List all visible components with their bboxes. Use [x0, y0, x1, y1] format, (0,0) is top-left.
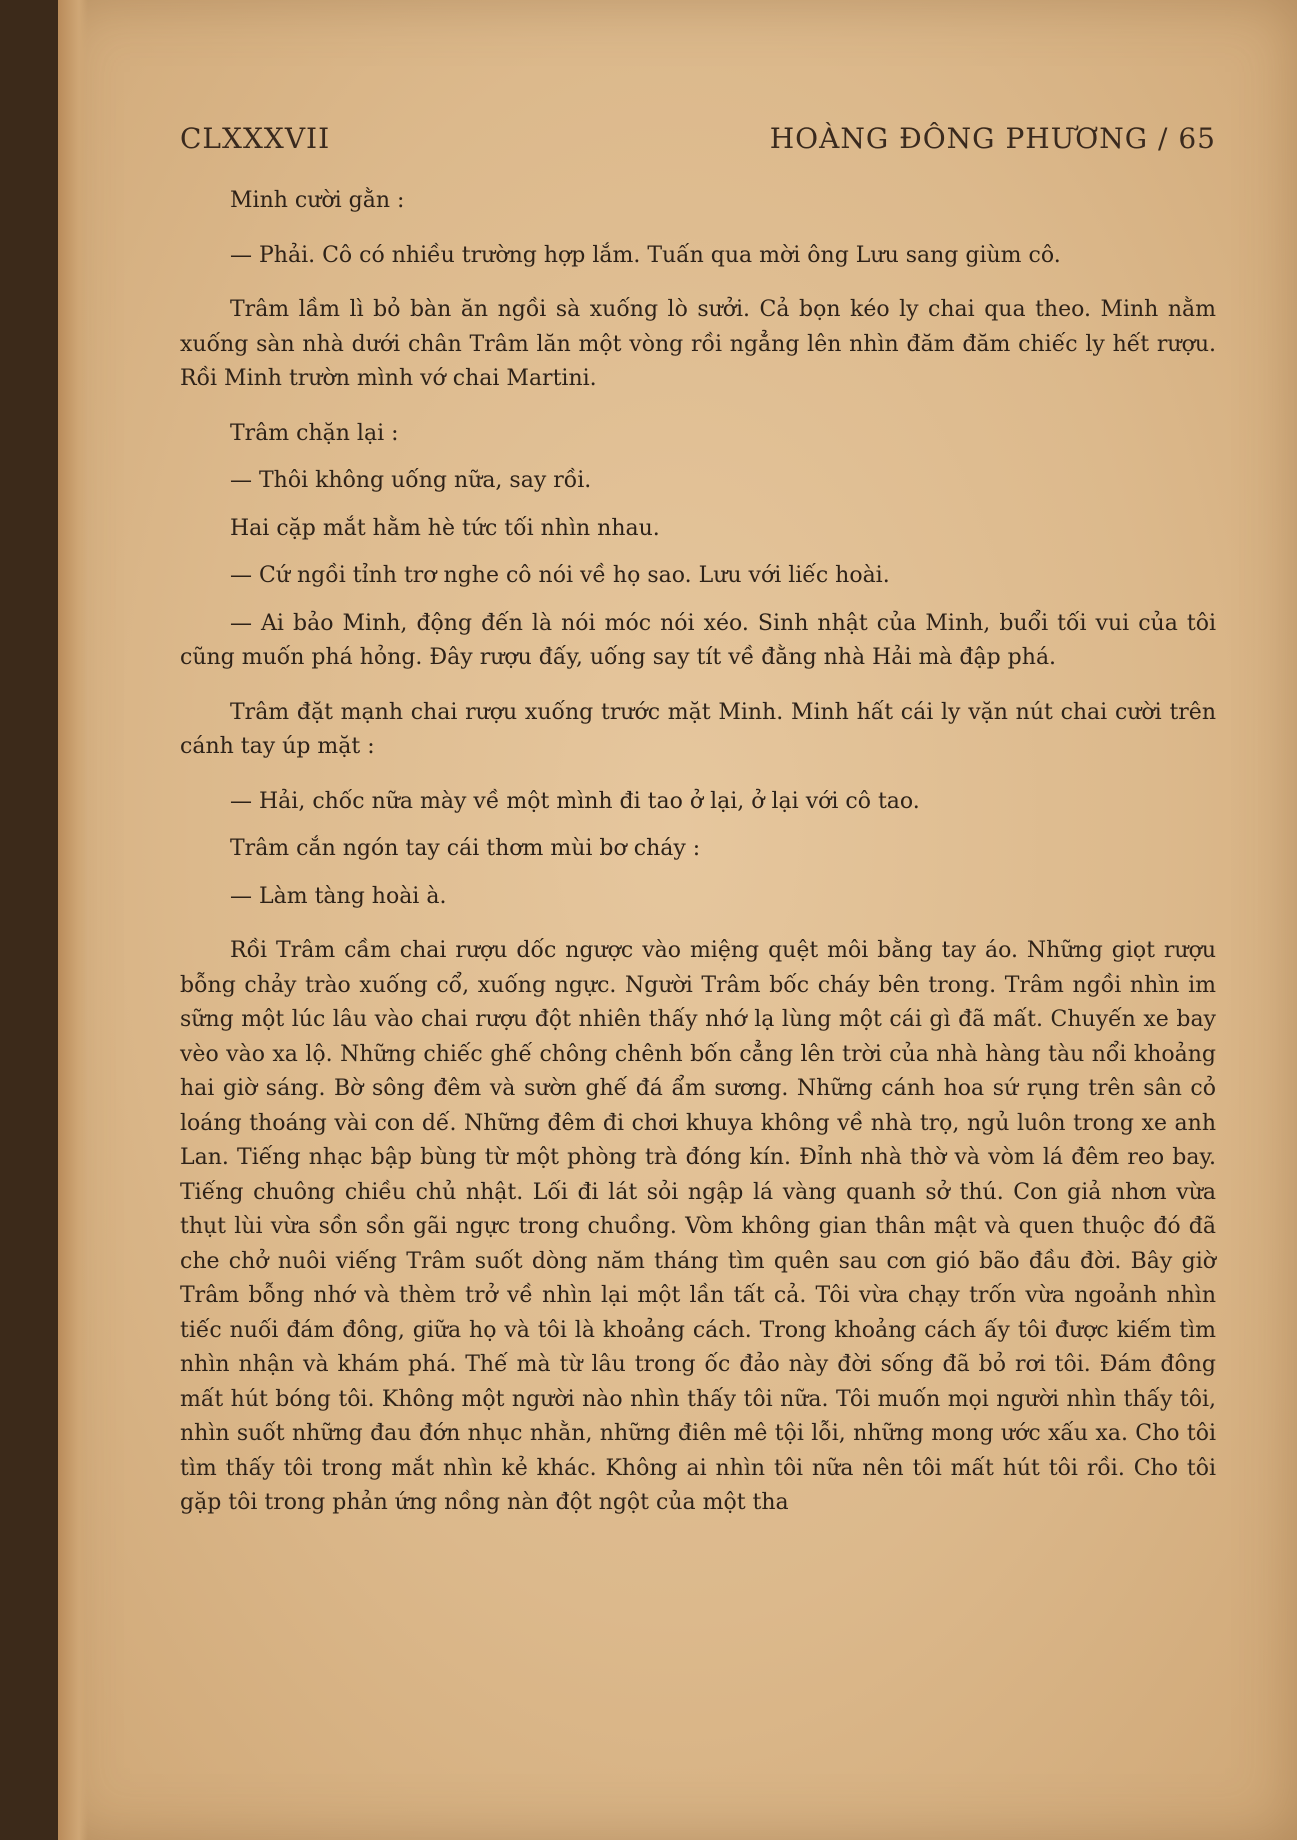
page-body [180, 184, 1216, 1521]
paragraph: — Cứ ngồi tỉnh trơ nghe cô nói về họ sao. Lưu với liếc hoài. [230, 563, 890, 588]
paragraph: Minh cười gằn : [230, 188, 405, 213]
paragraph: Trâm cắn ngón tay cái thơm mùi bơ cháy : [230, 836, 701, 861]
paragraph: Trâm đặt mạnh chai rượu xuống trước mặt Minh. Minh hất cái ly vặn nút chai cười trên cánh tay úp mặt : [180, 699, 1216, 759]
page-spine-shadow [58, 0, 88, 1840]
paragraph: — Làm tàng hoài à. [230, 883, 447, 909]
paragraph: Trâm lầm lì bỏ bàn ăn ngồi sà xuống lò sưởi. Cả bọn kéo ly chai qua theo. Minh nằm xuống sàn nhà dưới chân Trâm lăn một vòng rồi ngẳng lên nhìn đăm đăm chiếc ly hết rượu. Rồi Minh trườn mình vớ chai Martini. [180, 297, 1216, 391]
author-and-page-number: HOÀNG ĐÔNG PHƯƠNG / 65 [769, 122, 1216, 155]
paragraph: — Hải, chốc nữa mày về một mình đi tao ở lại, ở lại với cô tao. [230, 788, 920, 814]
paragraph: Hai cặp mắt hằm hè tức tối nhìn nhau. [230, 515, 660, 541]
book-page [58, 0, 1297, 1840]
paragraph: — Thôi không uống nữa, say rồi. [230, 468, 592, 493]
chapter-number: CLXXXVII [180, 122, 331, 155]
paragraph: Trâm chặn lại : [230, 420, 399, 446]
paragraph: Rồi Trâm cầm chai rượu dốc ngược vào miệng quệt môi bằng tay áo. Những giọt rượu bỗng chảy trào xuống cổ, xuống ngực. Người Trâm bốc cháy bên trong. Trâm ngồi nhìn im sững một lúc lâu vào chai rượu đột nhiên thấy nhớ lạ lùng một cái gì đã mất. Chuyến xe bay vèo vào xa lộ. Những chiếc ghế chông chênh bốn cẳng lên trời của nhà hàng tàu nổi khoảng hai giờ sáng. Bờ sông đêm và sườn ghế đá ẩm sương. Những cánh hoa sứ rụng trên sân cỏ loáng thoáng vài con dế. Những đêm đi chơi khuya không về nhà trọ, ngủ luôn trong xe anh Lan. Tiếng nhạc bập bùng từ một phòng trà đóng kín. Đỉnh nhà thờ và vòm lá đêm reo bay. Tiếng chuông chiều chủ nhật. Lối đi lát sỏi ngập lá vàng quanh sở thú. Con giả nhơn vừa thụt lùi vừa sồn sồn gãi ngực trong chuồng. Vòm không gian thân mật và quen thuộc đó đã che chở nuôi viếng Trâm suốt dòng năm tháng tìm quên sau cơn gió bão đầu đời. Bây giờ Trâm bỗng nhớ và thèm trở về nhìn lại một lần tất cả. Tôi vừa chạy trốn vừa ngoảnh nhìn tiếc nuối đám đông, giữa họ và tôi là khoảng cách. Trong khoảng cách ấy tôi được kiếm tìm nhìn nhận và khám phá. Thế mà từ lâu trong ốc đảo này đời sống đã bỏ rơi tôi. Đám đông mất hút bóng tôi. Không một người nào nhìn thấy tôi nữa. Tôi muốn mọi người nhìn thấy tôi, nhìn suốt những đau đớn nhục nhằn, những điên mê tội lỗi, những mong ước xấu xa. Cho tôi tìm thấy tôi trong mắt nhìn kẻ khác. Không ai nhìn tôi nữa nên tôi mất hút tôi rồi. Cho tôi gặp tôi trong phản ứng nồng nàn đột ngột của một tha [180, 938, 1216, 1515]
paragraph: — Phải. Cô có nhiều trường hợp lắm. Tuấn qua mời ông Lưu sang giùm cô. [230, 242, 1061, 268]
paragraph: — Ai bảo Minh, động đến là nói móc nói xéo. Sinh nhật của Minh, buổi tối vui của tôi cũng muốn phá hỏng. Đây rượu đấy, uống say tít về đằng nhà Hải mà đập phá. [180, 610, 1216, 670]
